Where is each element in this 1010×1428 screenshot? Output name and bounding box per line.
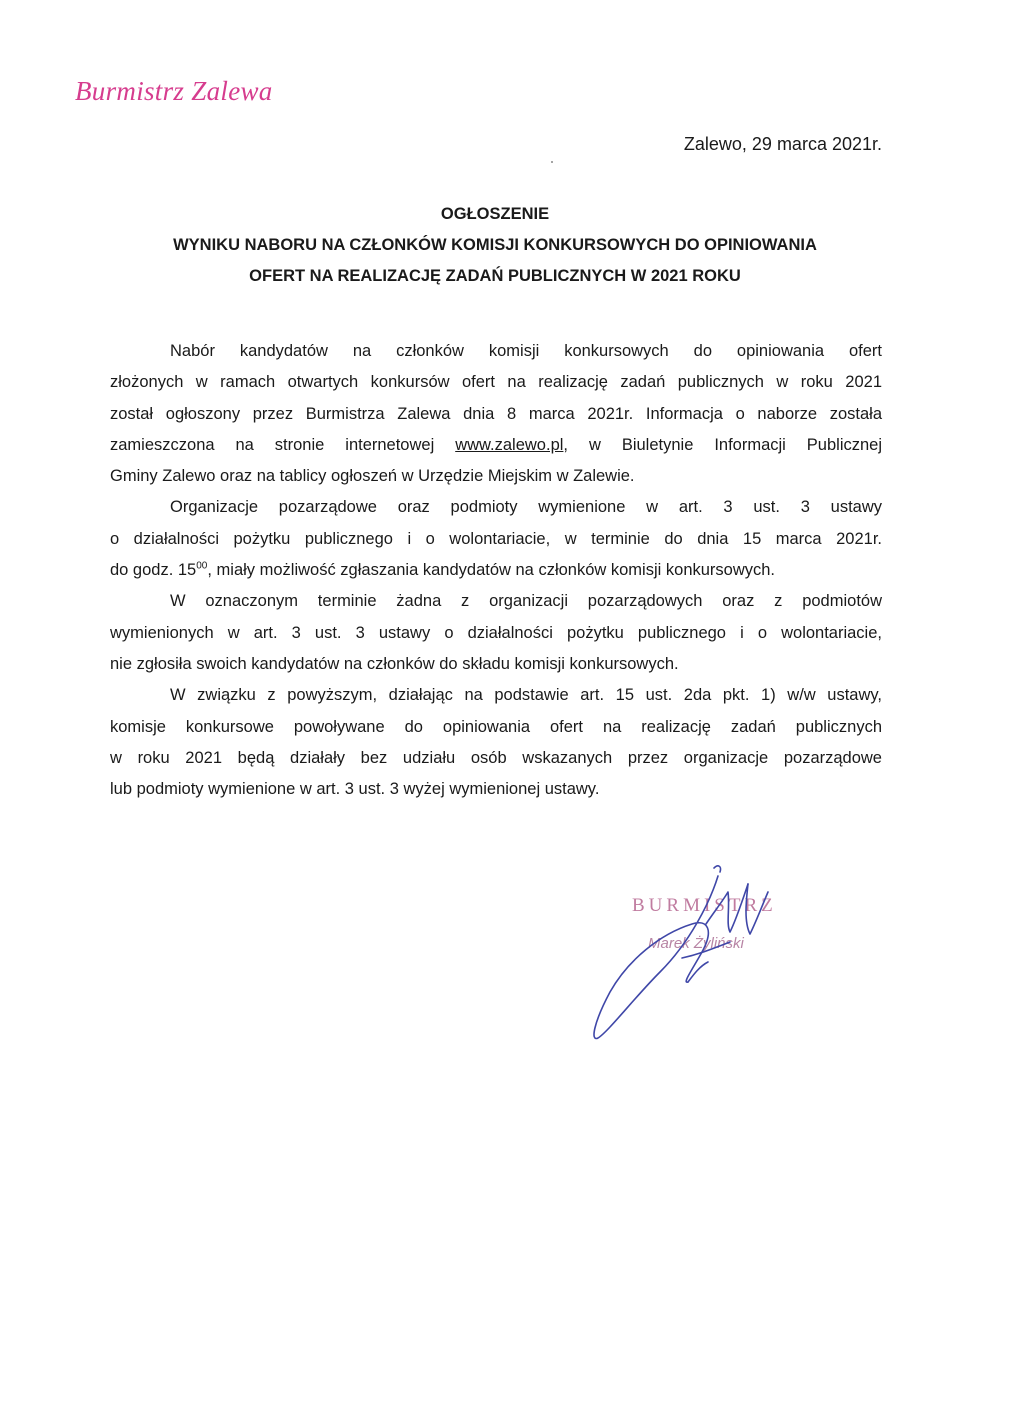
stamp-name: Marek Żyliński bbox=[648, 935, 744, 952]
p3-line-3: nie zgłosiła swoich kandydatów na członków do składu komisji konkursowych. bbox=[110, 654, 679, 673]
p1-line-4-pre: zamieszczona na stronie internetowej bbox=[110, 435, 456, 454]
scan-dot bbox=[551, 161, 553, 163]
p1-line-3: został ogłoszony przez Burmistrza Zalewa dnia 8 marca 2021r. Informacja o naborze została bbox=[110, 404, 882, 423]
announcement-title bbox=[90, 199, 900, 292]
p4-line-2: komisje konkursowe powoływane do opiniowania ofert na realizację zadań publicznych bbox=[110, 717, 882, 736]
p2-line-2: o działalności pożytku publicznego i o wolontariacie, w terminie do dnia 15 marca 2021r. bbox=[110, 529, 882, 548]
handwritten-signature bbox=[590, 862, 800, 1052]
p2-line-3 bbox=[110, 555, 882, 586]
p2-line-1: Organizacje pozarządowe oraz podmioty wymienione w art. 3 ust. 3 ustawy bbox=[170, 498, 882, 517]
p2-line-3-post: , miały możliwość zgłaszania kandydatów na członków komisji konkursowych. bbox=[207, 561, 776, 580]
website-link[interactable]: www.zalewo.pl bbox=[455, 435, 564, 454]
title-line-2: WYNIKU NABORU NA CZŁONKÓW KOMISJI KONKURSOWYCH DO OPINIOWANIA bbox=[173, 236, 817, 254]
p1-line-5: Gminy Zalewo oraz na tablicy ogłoszeń w Urzędzie Miejskim w Zalewie. bbox=[110, 467, 635, 486]
p1-line-4-post: , w Biuletynie Informacji Publicznej bbox=[563, 435, 882, 454]
p3-line-2: wymienionych w art. 3 ust. 3 ustawy o działalności pożytku publicznego i o wolontariacie, bbox=[110, 623, 882, 642]
p2-line-3-pre: do godz. 15 bbox=[110, 561, 197, 580]
announcement-body bbox=[110, 336, 882, 805]
mayor-stamp bbox=[590, 862, 800, 1052]
title-line-3: OFERT NA REALIZACJĘ ZADAŃ PUBLICZNYCH W 2021 ROKU bbox=[249, 267, 741, 285]
p1-line-1: Nabór kandydatów na członków komisji konkursowych do opiniowania ofert bbox=[170, 342, 882, 360]
p1-line-4 bbox=[110, 430, 882, 461]
title-line-1: OGŁOSZENIE bbox=[440, 205, 550, 223]
hour-superscript: 00 bbox=[196, 560, 208, 572]
p1-line-2: złożonych w ramach otwartych konkursów ofert na realizację zadań publicznych w roku 2021 bbox=[110, 373, 882, 392]
p4-line-1: W związku z powyższym, działając na podstawie art. 15 ust. 2da pkt. 1) w/w ustawy, bbox=[170, 686, 882, 705]
p4-line-3: w roku 2021 będą działały bez udziału osób wskazanych przez organizacje pozarządowe bbox=[110, 748, 882, 767]
date-line: Zalewo, 29 marca 2021r. bbox=[683, 134, 882, 154]
stamp-title: BURMISTRZ bbox=[632, 895, 777, 916]
p3-line-1: W oznaczonym terminie żadna z organizacji pozarządowych oraz z podmiotów bbox=[170, 592, 882, 611]
letterhead: Burmistrz Zalewa bbox=[75, 76, 273, 106]
p4-line-4: lub podmioty wymienione w art. 3 ust. 3 wyżej wymienionej ustawy. bbox=[110, 780, 600, 799]
